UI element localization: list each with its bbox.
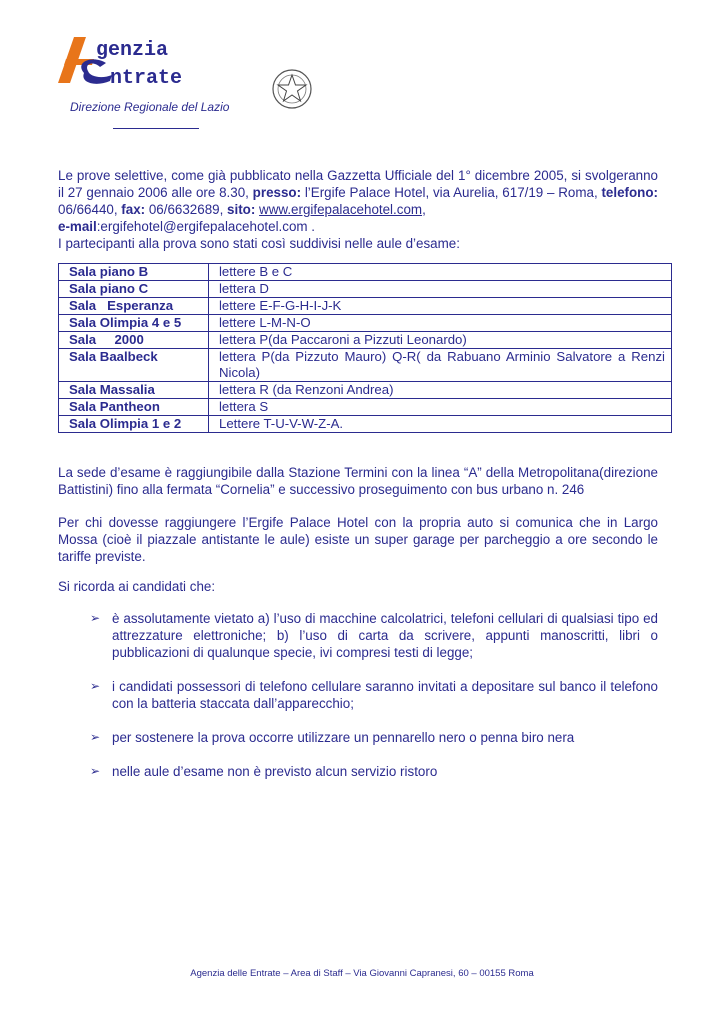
table-row <box>59 298 672 315</box>
table-row <box>59 416 672 433</box>
region-heading: Direzione Regionale del Lazio <box>70 100 230 114</box>
republic-seal-icon <box>270 67 314 111</box>
logo-wordmark <box>54 33 219 89</box>
email-label: e-mail <box>58 219 97 234</box>
email-value: :ergifehotel@ergifepalacehotel.com . <box>96 219 316 234</box>
room-assignment-table <box>58 263 672 433</box>
agenzia-entrate-logo <box>54 33 264 93</box>
room-name-cell: Sala Baalbeck <box>59 349 209 382</box>
list-item <box>90 729 658 746</box>
room-name-cell: Sala piano B <box>59 264 209 281</box>
list-item-text: è assolutamente vietato a) l’uso di macchine calcolatrici, telefoni cellulari di qualsiasi tipo ed attrezzature elettroniche; b) l’uso di carta da scrivere, appunti manoscritti, libri o pubblicazioni di qualunque specie, ivi compresi testi di legge; <box>112 611 658 660</box>
room-name-cell: Sala Massalia <box>59 382 209 399</box>
intro-paragraph <box>58 167 658 252</box>
arrow-bullet-icon: ➢ <box>90 611 101 625</box>
telefono-label: telefono: <box>601 185 658 200</box>
list-item <box>90 763 658 780</box>
letters-cell: lettera S <box>209 399 672 416</box>
reminder-heading: Si ricorda ai candidati che: <box>58 579 216 594</box>
table-row <box>59 281 672 298</box>
list-item <box>90 678 658 712</box>
table-row <box>59 399 672 416</box>
site-after: , <box>422 202 426 217</box>
divider <box>113 128 199 129</box>
letters-cell: lettere B e C <box>209 264 672 281</box>
telefono-value: 06/66440, <box>58 202 122 217</box>
letters-cell: Lettere T-U-V-W-Z-A. <box>209 416 672 433</box>
fax-value: 06/6632689, <box>145 202 228 217</box>
rules-list <box>90 610 658 797</box>
letters-cell: lettera R (da Renzoni Andrea) <box>209 382 672 399</box>
page-footer: Agenzia delle Entrate – Area di Staff – Via Giovanni Capranesi, 60 – 00155 Roma <box>190 968 534 979</box>
letters-cell: lettera P(da Paccaroni a Pizzuti Leonardo) <box>209 332 672 349</box>
table-row <box>59 382 672 399</box>
table-row <box>59 264 672 281</box>
room-name-cell: Sala Olimpia 4 e 5 <box>59 315 209 332</box>
arrow-bullet-icon: ➢ <box>90 764 101 778</box>
table-row <box>59 332 672 349</box>
letters-cell: lettera P(da Pizzuto Mauro) Q-R( da Rabuano Arminio Salvatore a Renzi Nicola) <box>209 349 672 382</box>
letters-cell: lettere L-M-N-O <box>209 315 672 332</box>
logo-line1: genzia <box>96 39 169 62</box>
list-item <box>90 610 658 661</box>
fax-label: fax: <box>121 202 146 217</box>
presso-value: l’Ergife Palace Hotel, via Aurelia, 617/19 – Roma, <box>301 185 602 200</box>
letters-cell: lettere E-F-G-H-I-J-K <box>209 298 672 315</box>
presso-label: presso: <box>252 185 302 200</box>
list-item-text: i candidati possessori di telefono cellulare saranno invitati a depositare sul banco il telefono con la batteria staccata dall’apparecchio; <box>112 679 658 711</box>
room-name-cell: Sala Esperanza <box>59 298 209 315</box>
list-item-text: nelle aule d’esame non è previsto alcun servizio ristoro <box>112 764 438 779</box>
intro-sentence: Le prove selettive, come già pubblicato nella Gazzetta Ufficiale del 1° dicembre 2005, si svolgeranno il 27 gennaio 2006 alle ore 8.30, <box>58 168 658 200</box>
arrow-bullet-icon: ➢ <box>90 679 101 693</box>
directions-paragraph: La sede d’esame è raggiungibile dalla Stazione Termini con la linea “A” della Metropolitana(direzione Battistini) fino alla fermata “Cornelia” e successivo proseguimento con bus urbano n. 246 <box>58 465 658 497</box>
assignment-intro: I partecipanti alla prova sono stati così suddivisi nelle aule d’esame: <box>58 236 460 251</box>
room-name-cell: Sala Pantheon <box>59 399 209 416</box>
table-row <box>59 315 672 332</box>
sito-label: sito: <box>227 202 256 217</box>
parking-paragraph: Per chi dovesse raggiungere l’Ergife Palace Hotel con la propria auto si comunica che in Largo Mossa (cioè il piazzale antistante le aule) esiste un super garage per parcheggio a ore secondo le tariffe previste. <box>58 515 658 564</box>
room-name-cell: Sala Olimpia 1 e 2 <box>59 416 209 433</box>
arrow-bullet-icon: ➢ <box>90 730 101 744</box>
logo-line2: ntrate <box>110 67 183 89</box>
table-row <box>59 349 672 382</box>
letters-cell: lettera D <box>209 281 672 298</box>
website-link[interactable]: www.ergifepalacehotel.com <box>259 202 423 217</box>
room-name-cell: Sala 2000 <box>59 332 209 349</box>
room-name-cell: Sala piano C <box>59 281 209 298</box>
list-item-text: per sostenere la prova occorre utilizzare un pennarello nero o penna biro nera <box>112 730 575 745</box>
